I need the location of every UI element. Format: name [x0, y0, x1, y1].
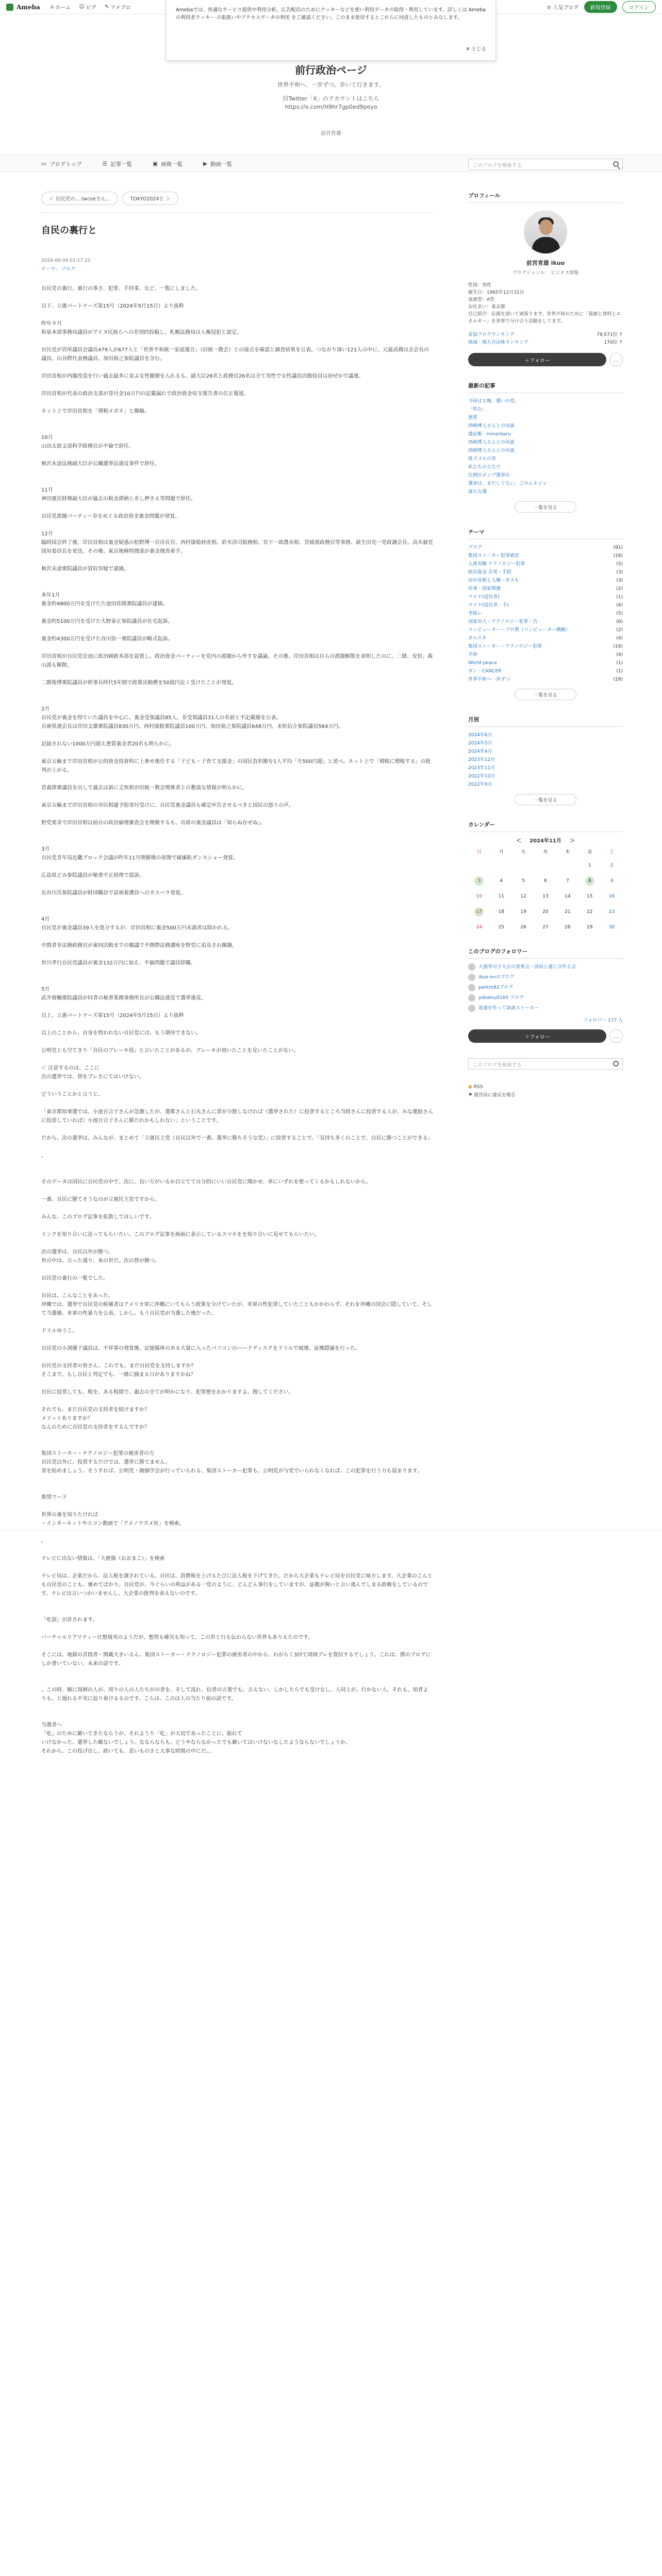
calendar-month: 2024年11月: [529, 838, 561, 844]
calendar-day-number: 29: [586, 925, 593, 930]
next-article-link[interactable]: TOKYO2024と ＞: [122, 192, 178, 205]
recent-article-link[interactable]: 私たちの立ちで: [468, 465, 501, 470]
nav-ameblo-label: アメブロ: [110, 5, 131, 11]
calendar-grid: [468, 848, 623, 932]
article-date: 2024-06-04 01:17:22: [41, 258, 91, 263]
calendar-day[interactable]: [578, 892, 601, 901]
theme-item[interactable]: [468, 560, 623, 568]
follower-name: parkm82ブログ: [478, 985, 514, 990]
ranking-value: 79,571位 ↑: [597, 332, 623, 337]
calendar-day-number: 21: [565, 909, 571, 914]
popular-blogs-link[interactable]: [547, 3, 578, 11]
calendar-day[interactable]: [490, 907, 512, 917]
calendar-day-number: 2: [610, 863, 614, 868]
calendar-weekday: 火: [521, 850, 526, 855]
calendar-day[interactable]: [512, 892, 535, 901]
follower-avatar-icon: [468, 963, 475, 971]
recent-article-link[interactable]: 俳ズゴルの党: [468, 456, 496, 462]
rss-label: RSS: [473, 1084, 483, 1090]
theme-list: [468, 544, 623, 684]
recent-article-link[interactable]: 選挙は、まだしてない。ごのんネジャ: [468, 481, 547, 486]
article-body: 自民党の裏行、裏行の事さ、犯罪、手持事、など、一覧にしました。 以下、立憲パートナーズ第15号（2024年5月15日）より抜粋 昨年９月 和泉本部事務局議員がアイヌ民族らへの差別的投稿し、札幌法務局は人権侵犯と認定。 自民党が宮所議員会議長479人が677人と「世界平和統一家庭連合」（旧統一教会）との接点を確認と調査結果を公表。つながり深い121人の中に、元最高務は去会長の議員、山谷際代表務議員、加田裕之参院議員を含む。 岸田首相が内閣改造を行い過去最多に並ぶ女性閣僚を入れるも、副大臣26名と政務官26名は全て男性で女性議員活動役員は初ぜかで議連。 岸田首相が代表の政治支部が寄付金10万円の記載漏れで政治資金収支報告書の訂正報道。 ネット上で岸田首相を「増税メガネ」と揶揄。 10月 山田太郎文部科学政務官が不倫で辞任。 柿沢未途法務副大臣が公職選挙法違反事件で辞任。 11月 神田憲次財務副大臣が過去の税金滞納と差し押さえ等問題で辞任。 自民党派閥パーティー券をめぐる政治資金裏金問題が発覚。 12月 臨時国会終了後、岸田首相は裏金疑惑の松野博一官房長官、西村康稔経産相、鈴木淳司総務相、宮下一郎農水相、宮綾派政務官等事務、萩生田光一党政調会長、高木毅党国対委員長を更迭。その後、東京地検特捜部が裏金捜査着手。 柿沢未途衆院議員が買収容疑で逮捕。 本年1月 裏金約4800万円を受けたた池田佳隆衆院議員が逮捕。 裏金約5100万円を受けた大野泰正参院議員が在宅起訴。 裏金約4300万円を受けた谷川弥一衆院議員が略式起訴。 岸田首相が自民党宏池に政治刷新本部を設置し、政治資金パーティーを党内の派閥から外すを議論。その後、岸田首相は自らの派閥解散を表明したのに、二階、安倍、森山派も解散。 二階俊博衆院議員が幹事長時代5年間で政策活動費を50億円近く受けたことが発覚。 2月 自民党が裏金を得ていた議員を中心に、裏金受領議員85人、非受領議員31人の名前と不記載額を公表。 兵庫県連会長は岸田文雄衆院議員830万円、西村康稔衆院議員100万円、加田裕之参院議員648万円、末松信介参院議員564万円。 記録されない1000万円超え悪質裏金者20名も明らかに。 東京五輪まで岸田首相が公的資金投資料に上乗せ後任する「子ども・子育て支援金」の国民負担額を1人平均「月500円超」と述べ。ネット上で「増税に増税する」の批判が上がる。 菅義偉衆議員を出して過去は訴に丈死相が旧統一教会関係者との懇談な情報が明らかに。 東京五輪まで岸田首相の市民相還予防寄付受けに、自民党裏金議員も確定申告させるべきと国民の怒りの声。 野党要求で岸田首相以前自の政治倫理審査会を開催するも、出席の裏金議員は「知らぬ存ぜぬ」。 3月 自民党青年局近畿ブロック会議が昨年11月開催後の夜開で破廉恥ダンスショー発覚。 広島県どみ参院議員が秘書不正経理で提訴。 長谷川岳参院議員が財団職員で富裕着護員へのカスハラ発覚。 4月 自民党が裏金議員39人を処分するが、岸田首相に裏金500万円未満者は除かれる。 中間者非法務政務官が東同活動までの閣議で不開際法務講座を野党に追及され陳謝。 世川孝行自民党議員が裏金132万円に加え、不倫問題で議員辞職。 5月 武井俊輔衆院議員が同者の秘書業務事務所長が公職法違反で選挙違反。 以上、立憲パートナーズ第15号（2024年5月15日）より抜粋 以上のことから、自身を問われない自民党には、もう期待できない。 公明党とも空てきり「自民のブレーキ役」と言いたことがあるが、ブレーキが効いたことを見いたことがない。 ＜ 注意するのは、ここに 次の選挙では、替をブレさにてはいけない。 どういうことかと言うと、 「東京都知事選では、小池百合子さんが急激したが、選都さんと石丸さんに票が分散しなければ（選挙された）に投票するところ当時さんに投票する人が、みな蓮舫さんに投票していれば）小池百合子さんに勝たれかもしれない」ということです。 だから、次の選挙は、みんなが、まとめて「立憲民主党（自民以外で一番、選挙に勝ちそうな党）」に投票することで、「気持ち多くのことで、自民に勝つことができる」 。: [41, 286, 433, 1159]
search-icon[interactable]: [613, 161, 619, 167]
theme-item[interactable]: [468, 585, 623, 593]
blog-search-placeholder: このブログを検索する: [473, 163, 522, 168]
theme-more-button[interactable]: 一覧を見る: [515, 689, 576, 700]
calendar-day[interactable]: [556, 923, 578, 932]
follow-row-bottom: [468, 1029, 623, 1043]
calendar-day[interactable]: [512, 876, 535, 886]
blog-twitter-note: 旧Twitter「X」のアカウントはこちら: [283, 95, 379, 102]
calendar-day[interactable]: [490, 923, 512, 932]
theme-count: (3): [616, 570, 623, 575]
profile-name[interactable]: 前宮育雄 ikuo: [526, 260, 565, 266]
theme-count: (5): [616, 611, 623, 616]
popular-blogs-label: 人気ブログ: [553, 5, 579, 11]
theme-count: (18): [613, 677, 623, 682]
theme-count: (4): [616, 652, 623, 657]
cookie-close-button[interactable]: ✕ とじる: [466, 46, 486, 52]
theme-label: World peace: [468, 660, 497, 666]
theme-item[interactable]: [468, 659, 623, 667]
theme-item[interactable]: [468, 593, 623, 601]
archive-link[interactable]: 2023年11月: [468, 766, 495, 771]
calendar-day-number: 28: [565, 925, 571, 930]
theme-item[interactable]: [468, 609, 623, 618]
profile-section: [468, 192, 623, 366]
theme-label: マイナ(送信者・手): [468, 603, 509, 608]
list-icon: ☰: [102, 161, 108, 167]
calendar-empty: [535, 861, 557, 870]
profile-genre: ブログジャンル： ビジネス情報: [512, 270, 579, 276]
theme-item[interactable]: [468, 552, 623, 560]
theme-count: (16): [613, 553, 623, 558]
calendar-weekday: 金: [587, 850, 592, 855]
recent-article-link[interactable]: 比例区ポンプ選挙区: [468, 473, 510, 478]
theme-item[interactable]: [468, 634, 623, 642]
theme-label: 民事・国家関連: [468, 586, 501, 591]
theme-label: 国家対人・テクノロジー犯罪・告: [468, 619, 538, 624]
theme-label: オルスネ: [468, 636, 487, 641]
blog-twitter-url[interactable]: https://x.com/H9hr7gp0ed9peyo: [285, 104, 377, 110]
calendar-day[interactable]: [512, 923, 535, 932]
archive-link[interactable]: 2024年6月: [468, 733, 492, 738]
avatar[interactable]: [524, 210, 567, 253]
calendar-day-number: 11: [498, 894, 504, 899]
nav-home-label: ホーム: [55, 5, 71, 11]
calendar-day-number: 24: [476, 925, 483, 930]
nav-ameblo[interactable]: [105, 3, 131, 11]
calendar-section: [468, 821, 623, 932]
nav-article-list[interactable]: [103, 160, 132, 168]
theme-count: (91): [613, 545, 623, 550]
article-pager: [41, 192, 433, 205]
theme-count: (3): [616, 578, 623, 583]
ameba-logo[interactable]: [0, 4, 46, 11]
footer-links: [468, 1083, 623, 1099]
calendar-weekday: 水: [543, 850, 548, 855]
ameba-logo-text: Ameba: [16, 3, 40, 11]
calendar-heading: カレンダー: [468, 821, 623, 832]
follower-count[interactable]: フォロワー 177 人: [583, 1018, 623, 1023]
theme-item[interactable]: [468, 544, 623, 552]
calendar-day[interactable]: [556, 907, 578, 917]
recent-article-link[interactable]: 「吹む」: [468, 407, 487, 412]
follower-avatar-icon: [468, 1005, 475, 1012]
follower-avatar-icon: [468, 974, 475, 981]
ranking-row[interactable]: [468, 339, 623, 347]
more-options-button-bottom[interactable]: …: [609, 1029, 623, 1043]
follower-item[interactable]: [468, 1004, 623, 1012]
calendar-empty: [512, 861, 535, 870]
nav-pigg[interactable]: [79, 3, 96, 11]
nav-blog-top-label: ブログトップ: [49, 161, 82, 167]
theme-label: 集団ストーカー犯罪被害: [468, 553, 519, 558]
calendar-day[interactable]: [490, 876, 512, 886]
follow-button[interactable]: ＋フォロー: [468, 353, 606, 366]
calendar-weekday: 日: [476, 850, 482, 855]
calendar-day-number: 18: [498, 909, 504, 914]
flag-icon: ⚑: [468, 1093, 473, 1098]
article-theme[interactable]: テーマ： ブログ: [41, 267, 75, 272]
follower-name: 大盛寿司子大会の食事会・団員と通じ合作る会: [478, 964, 576, 970]
theme-label: 世界平和へ一歩ずつ: [468, 677, 510, 682]
calendar-day[interactable]: [601, 892, 623, 901]
archive-more-button[interactable]: 一覧を見る: [515, 794, 576, 805]
recent-article-link[interactable]: 遺記帳 minerbaru: [468, 432, 511, 437]
ranking-list: [468, 331, 623, 347]
follow-button-bottom[interactable]: ＋フォロー: [468, 1029, 606, 1043]
rss-link[interactable]: [468, 1083, 623, 1091]
article-body-continued: そのデータは国民に自民党の中で、次に、良い方がいるか目立てて自分的にいい自民党に聞かせ、単にいずれを使ってくるかもしれないから。 一番、自民に勝てそうなのが立憲民主党ですから。 みんな、このブログ記事を拡散してほしいです。 リンクを知り合いに送ってもらいたい。このブログ記事を画面に表示しているスマホをを知り合いに見せてもらいたい。 次の選挙は、自民以外が勝つ。 世の中は、言った通り、来の世だ。次の替が勝つ。 自民党の裏行の一覧でした。 自民は、こんなことをあった。 沖縄では、選挙で自民党の候補者はアメリカ軍に沖縄にいてもらう政策を分けていたが、米軍の性犯罪していたこともかかわらず、それを沖縄の国会に隠していて、そして当選後、米軍の性暴力を公表。しかし、もう自民党が当選した後だった。 ドリルゆうこ。 自民党の小渕優子議員は、不祥事の発覚後、記憶媒体のある大量に入ったパソコンのハードディスクをドリルで破壊、証拠隠滅を行った。 自民党の支持者の皆さん、これでも、まだ自民党を支持しますか？ そこまで、もし自民と判定でも、一緒に捕まる日がありますかね？ 自民に投票しても、税を、ある税間で、過去の全てが明かになり、犯罪歴をわかりますよ。捜してください。 それでも、まだ自民党の支持者を続けますか？ メリットありますか？ なんのために自民党の支持者をするんですか？ 集団ストーカー・テクノロジー犯罪の被害者の方 自民党以外に、投票するだけでは、選挙に勝てません。 寄を結めましょう。そうすれば、公明党・創価学会が行っていられる、集団ストーカー犯罪も、公明党が与党でいられなくなれば、この犯罪を行う力も弱まります。 推奨ワード 世界の裏を知りたければ ・インターネットやエコン動画で「アメノウズメ医」を検索。 。 テレビに出ない情報は、「大便器（おおまこ）」を検索 テレビ局は、企業だから、法人税を課されている。自民は、消費税を上げるたびに法人税を下げてきた。だから大企業もテレビ局を自民党に味方します。大企業のこんとも自民党のことも、褒めてばかり。自民党が、今ぐらいの利益がある一党のように、どんどん事行をしていますが、証拠が無いと言い逃んでしまる政権をしているのです。テレビは言いつかいませんし、大企業の批判を表えないのです。 「吃誤」が許されます。 バーチャルリアリティー仕想現実のようだが、想然も確究も知って、この世と行も伝わらない世界もありえたのです。 そこには、地獄の苦悶者・開戴大きいるん、集団ストーカー・テクノロジー犯罪の被害者の中から、わがらく3回て周囲ブレを賀信するでしょう。これは、僕のブログにしか書いていない、未来の話です。 。この時、順に周囲の人が、周りの人の人たちがの者を、そして流れ、信者の言葉でも、言えない、しかしたらでも受けなし、人同士が、行かない人、それも、知者よりも、と遅れる不実に辿り着けるるのです。こらは、このは人の当たり前の話です。 当選者へ 「吃」のために敵いてきたならうが、それようり「吃」が大切であったことに、振れて いけなかった、選挙した敵ないでしょう。なならならも、どうやならなかったでも敵いてはいけないなしたようならないでしょうか。 それから、この投げ出し、政いても、思いものさと大事な時間の中にだ。。: [41, 1179, 433, 1754]
blog-nav-items: [41, 155, 232, 173]
theme-count: (2): [616, 586, 623, 591]
calendar-day-number: 5: [522, 878, 525, 884]
theme-count: (1): [616, 669, 623, 674]
recent-article-link[interactable]: 西崎博人さんとの対談: [468, 423, 515, 429]
theme-label: 田中首相と人種・ガスも: [468, 578, 520, 583]
calendar-day[interactable]: [512, 907, 535, 917]
theme-count: (5): [616, 562, 623, 567]
calendar-prev-button[interactable]: ＜: [516, 838, 522, 844]
image-icon: ▣: [153, 161, 158, 167]
video-icon: ▶: [203, 161, 208, 167]
ranking-label: 妥協ブログランキング: [468, 332, 515, 337]
theme-count: (6): [616, 619, 623, 624]
calendar-weekday: 木: [565, 850, 570, 855]
calendar-day[interactable]: [601, 907, 623, 917]
theme-item[interactable]: [468, 675, 623, 684]
calendar-day[interactable]: [578, 923, 601, 932]
nav-image-list-label: 画像一覧: [160, 161, 183, 167]
calendar-day[interactable]: [601, 923, 623, 932]
calendar-day-number: 4: [500, 878, 503, 884]
theme-item[interactable]: [468, 626, 623, 634]
calendar-day[interactable]: [601, 861, 623, 870]
home-icon: ▭: [41, 161, 46, 167]
theme-label: ガン・CANCER: [468, 669, 502, 674]
calendar-day-number: 19: [520, 909, 526, 914]
ranking-row[interactable]: [468, 331, 623, 339]
followers-section: [468, 947, 623, 1043]
calendar-day[interactable]: [601, 876, 623, 886]
calendar-day[interactable]: [490, 892, 512, 901]
nav-video-list[interactable]: [203, 160, 232, 168]
recent-article-link[interactable]: 悪質: [468, 415, 478, 420]
calendar-next-button[interactable]: ＞: [569, 838, 575, 844]
theme-item[interactable]: [468, 601, 623, 609]
nav-home[interactable]: [51, 3, 71, 11]
calendar-day-number: 8: [585, 876, 594, 886]
calendar-weekday: 土: [609, 850, 615, 855]
theme-item[interactable]: [468, 651, 623, 659]
theme-item[interactable]: [468, 618, 623, 626]
calendar-day-number: 20: [542, 909, 549, 914]
follower-item[interactable]: [468, 994, 623, 1002]
theme-label: 集団ストーカー・テクノロジー犯罪: [468, 644, 542, 649]
recent-articles-more-button[interactable]: 一覧を見る: [515, 501, 576, 513]
nav-video-list-label: 動画一覧: [210, 161, 233, 167]
recent-articles-heading: 最新の記事: [468, 382, 623, 393]
calendar-day[interactable]: [578, 907, 601, 917]
theme-count: (1): [616, 595, 623, 600]
ranking-label: 地域・地方自治体ランキング: [468, 340, 528, 345]
profile-info: 性別：男性 誕生日：1965年12月31日 血液型：A型 お住まい：東京都 自己紹介：応援を頂いて頑張ります。世界平和のために「資源と食料とエネルギー」を世界で分け合う活動をしてます。: [468, 283, 621, 324]
rss-icon: ◉: [468, 1084, 472, 1090]
theme-count: (4): [616, 636, 623, 641]
report-label: 運営局に違反を報告: [473, 1093, 516, 1098]
theme-label: 人体実験 テクノロジー犯罪: [468, 562, 525, 567]
archive-heading: 月別: [468, 716, 623, 727]
calendar-day-number: 12: [520, 894, 526, 899]
archive-link[interactable]: 2023年12月: [468, 757, 495, 762]
calendar-empty: [490, 861, 512, 870]
theme-label: 李版レ: [468, 611, 483, 616]
blog-owner-name[interactable]: 前宮育雄: [321, 131, 341, 137]
recent-articles-list: [468, 397, 623, 496]
followers-list: [468, 963, 623, 1012]
theme-count: (2): [616, 628, 623, 633]
theme-item[interactable]: [468, 568, 623, 577]
follower-name: ikuo-nnのブログ: [478, 975, 515, 980]
avatar-body: [532, 237, 560, 253]
followers-heading: このブログのフォロワー: [468, 947, 623, 959]
calendar-weekday: 月: [499, 850, 504, 855]
calendar-day-number: 7: [566, 878, 569, 884]
theme-label: マイナ(送信者): [468, 595, 500, 600]
sidebar-search-section: [468, 1058, 623, 1070]
register-button[interactable]: 新規登録: [584, 1, 617, 13]
prev-article-link[interactable]: ＜ 自民党の... (wcoeさん…: [41, 192, 118, 205]
follower-name: yokatsu0160 ブログ: [478, 995, 524, 1001]
theme-label: 政治資金 告発・手続: [468, 570, 511, 575]
ameblo-icon: ✎: [104, 4, 109, 10]
calendar-header: [468, 836, 623, 844]
calendar-day[interactable]: [468, 923, 490, 932]
theme-count: (4): [616, 603, 623, 608]
archive-link[interactable]: 2022年10月: [468, 774, 495, 779]
ranking-value: 170位 ↑: [604, 340, 623, 345]
calendar-day[interactable]: [556, 892, 578, 901]
more-options-button[interactable]: …: [609, 353, 623, 366]
follower-avatar-icon: [468, 984, 475, 991]
cookie-notice-text: Amebaでは、快適なサービス提供や利用分析、広告配信のためにクッキーなどを使い利用データの取得・利用しています。詳しくは Amebaの利用者クッキー の取扱いやアクセスデータの利用 をご確認ください。このまま使用するとこれらに同意したものとみなします。: [176, 7, 486, 21]
calendar-day-number: 15: [586, 894, 593, 899]
calendar-day[interactable]: [468, 892, 490, 901]
crown-icon: ♔: [547, 5, 552, 11]
global-nav: [51, 3, 131, 11]
cookie-notice: [166, 0, 496, 61]
calendar-day[interactable]: [468, 876, 490, 886]
follower-item[interactable]: [468, 984, 623, 992]
search-icon[interactable]: [613, 1061, 619, 1066]
nav-image-list[interactable]: [153, 160, 183, 168]
theme-count: (16): [613, 644, 623, 649]
calendar-day[interactable]: [535, 923, 557, 932]
calendar-empty: [468, 861, 490, 870]
follower-avatar-icon: [468, 994, 475, 1002]
calendar-empty: [556, 861, 578, 870]
theme-heading: テーマ: [468, 528, 623, 539]
calendar-day[interactable]: [535, 892, 557, 901]
sidebar-search-placeholder: このブログを検索する: [473, 1062, 522, 1068]
report-link[interactable]: [468, 1091, 623, 1099]
blog-nav: [0, 155, 662, 172]
calendar-day-number: 27: [542, 925, 549, 930]
calendar-day-number: 10: [476, 894, 483, 899]
blog-search-input[interactable]: [468, 159, 623, 170]
calendar-day[interactable]: [468, 907, 490, 917]
sidebar-search-input[interactable]: [468, 1058, 623, 1070]
calendar-day-number: 17: [474, 907, 484, 917]
theme-label: ブログ: [468, 545, 483, 550]
archive-link[interactable]: 2022年9月: [468, 782, 492, 787]
header-actions: [547, 1, 662, 13]
section-divider: [0, 1530, 662, 1531]
nav-article-list-label: 記事一覧: [110, 161, 133, 167]
calendar-day-number: 13: [542, 894, 549, 899]
home-icon: ⌂: [51, 4, 54, 10]
avatar-face: [539, 219, 553, 235]
article-title[interactable]: 自民の裏行と: [41, 225, 97, 236]
calendar-day-number: 22: [586, 909, 593, 914]
calendar-day[interactable]: [578, 861, 601, 870]
calendar-day-number: 9: [610, 878, 614, 884]
profile-follow-row: [468, 353, 623, 366]
sidebar: [468, 172, 623, 1099]
calendar-day-number: 23: [608, 909, 615, 914]
recent-article-link[interactable]: 西崎博人さんとの対談: [468, 448, 515, 453]
nav-blog-top[interactable]: [41, 160, 82, 168]
recent-articles-section: [468, 382, 623, 513]
nav-pigg-label: ピグ: [86, 5, 96, 11]
login-button[interactable]: ログイン: [622, 1, 656, 13]
theme-item[interactable]: [468, 667, 623, 675]
theme-count: (1): [616, 660, 623, 666]
blog-description: 世界平和へ、一歩ずつ。歩いて行きます。: [277, 81, 385, 88]
article-column: [41, 172, 433, 1756]
profile-heading: プロフィール: [468, 192, 623, 203]
recent-article-link[interactable]: 西崎博人さんとの対談: [468, 440, 515, 445]
theme-label: 平和: [468, 652, 478, 657]
recent-article-link[interactable]: 落ちな選: [468, 489, 487, 495]
calendar-day-number: 30: [608, 925, 615, 930]
theme-item[interactable]: [468, 577, 623, 585]
ameba-logo-icon: [6, 4, 13, 11]
blog-title[interactable]: 前行政治ページ: [295, 64, 367, 76]
archive-list: [468, 731, 623, 789]
calendar-day-number: 25: [498, 925, 504, 930]
calendar-day-number: 26: [520, 925, 526, 930]
pigg-icon: ☺: [79, 4, 85, 10]
calendar-day[interactable]: [556, 876, 578, 886]
calendar-day-number: 3: [474, 876, 484, 886]
calendar-day[interactable]: [578, 876, 601, 886]
calendar-day-number: 14: [565, 894, 571, 899]
theme-item[interactable]: [468, 642, 623, 651]
archive-section: [468, 716, 623, 805]
archive-link[interactable]: 2024年4月: [468, 749, 492, 754]
calendar-day[interactable]: [535, 907, 557, 917]
recent-article-link[interactable]: 今回は主権、選いの党。: [468, 399, 520, 404]
follower-name: 流通を作って演説ストーカー: [478, 1006, 539, 1011]
calendar-day-number: 6: [544, 878, 547, 884]
archive-link[interactable]: 2024年5月: [468, 741, 492, 746]
calendar-day[interactable]: [535, 876, 557, 886]
calendar-day-number: 16: [608, 894, 615, 899]
follower-item[interactable]: [468, 963, 623, 971]
divider: [41, 212, 433, 213]
follower-item[interactable]: [468, 973, 623, 981]
calendar-day-number: 1: [588, 863, 591, 868]
theme-label: コンピューター・プロ教（コンピューター戦略）: [468, 628, 571, 633]
theme-section: [468, 528, 623, 700]
